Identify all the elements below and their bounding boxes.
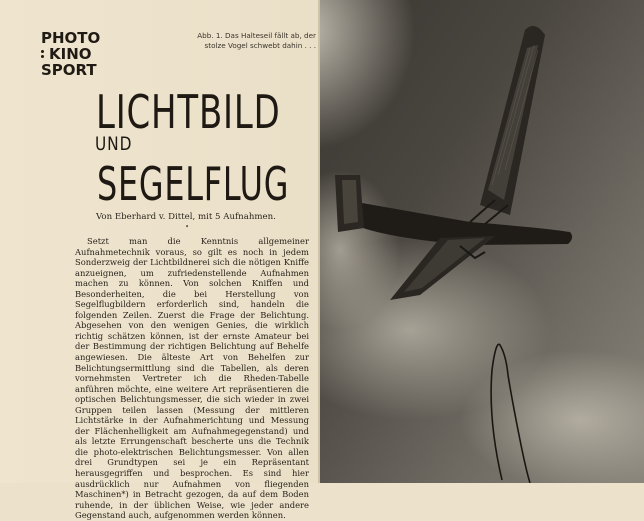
title-und: UND <box>95 133 133 155</box>
caption-line-2: stolze Vogel schwebt dahin . . . <box>204 41 316 50</box>
title-segelflug: SEGELFLUG <box>97 157 290 211</box>
magazine-logo <box>41 30 99 78</box>
photo-caption <box>188 31 316 51</box>
title-lichtbild: LICHTBILD <box>96 85 281 139</box>
logo-line-kino-row <box>41 46 99 62</box>
glider-photo <box>320 0 644 483</box>
separator-asterisk: • <box>185 223 190 231</box>
logo-line-sport: SPORT <box>41 61 97 79</box>
logo-line-photo: PHOTO <box>41 29 101 47</box>
author-byline: Von Eberhard v. Dittel, mit 5 Aufnahmen. <box>96 212 276 222</box>
logo-line-kino: KINO <box>49 45 92 63</box>
glider-photo-svg <box>320 0 644 483</box>
logo-dots <box>41 48 46 60</box>
article-body: Setzt man die Kenntnis allgemeiner Aufnahmetechnik voraus, so gilt es noch in jedem Sonderzweig der Lichtbildnerei sich die nötigen Kniffe anzueignen, um zufriedenstellende Aufnahmen machen zu können. Von solchen Kniffen und Besonderheiten, die bei Herstellung von Segelflugbildern erforderlich sind, handeln die folgenden Zeilen. Zuerst die Frage der Belichtung. Abgesehen von den wenigen Genies, die wirklich richtig schätzen können, ist der ernste Amateur bei der Bestimmung der richtigen Belichtung auf Behelfe angewiesen. Die älteste Art von Behelfen zur Belichtungsermittlung sind die Tabellen, als deren vornehmsten Vertreter ich die Rheden-Tabelle anführen möchte, eine weitere Art repräsentieren die optischen Belichtungsmesser, die sich wieder in zwei Gruppen teilen lassen (Messung der mittleren Lichtstärke in der Aufnahmerichtung und Messung der Flächenhelligkeit am Aufnahmegegenstand) und als letzte Errungenschaft bescherte uns die Technik die photo-elektrischen Belichtungsmesser. Von allen drei Grundtypen sei je ein Repräsentant herausgegriffen und besprochen. Es sind hier ausdrücklich nur Aufnahmen von fliegenden Maschinen*) in Betracht gezogen, da auf dem Boden ruhende, in der üblichen Weise, wie jeder andere Gegenstand auch, aufgenommen werden können. <box>75 236 309 521</box>
caption-line-1: Abb. 1. Das Halteseil fällt ab, der <box>197 31 316 40</box>
